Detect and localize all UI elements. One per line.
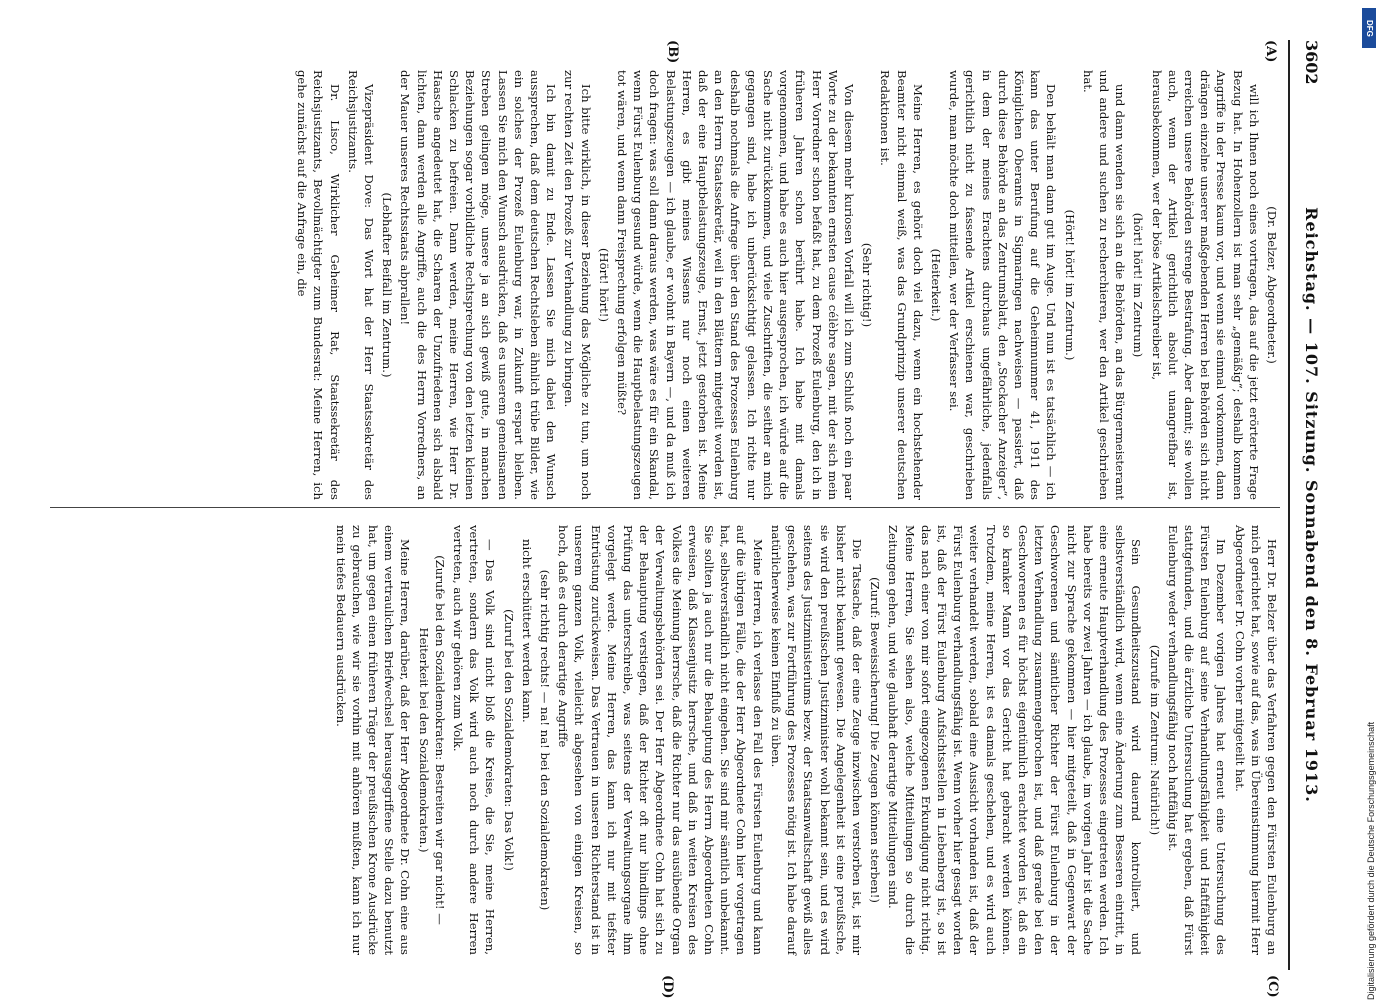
interjection: (Hört! hört! im Zentrum.) — [1062, 209, 1077, 361]
paragraph: will ich Ihnen noch eines vortragen, das auf die jetzt erörterte Frage Bezug hat. In Hohenzollern ist man sehr „gemäßig“; deshalb kommen Angriffe in der Presse kaum vor, und wenn sie einmal vorkommen, dann drängen einzelne unserer maßgebenden Herren bei Behörden sich nicht erreichen unsere Behörden strenge Bestrafung. Aber damit; sie wollen auch, wenn der Artikel gerichtlich absolut unangreifbar ist, herausbekommen, wer der böse Artikelschreiber ist, — [1149, 70, 1261, 500]
paragraph: Von diesem mehr kuriosen Vorfall will ich zum Schluß noch ein paar Worte zu der bekannten ernsten cause célèbre sagen, mit der sich mein Herr Vorredner schon befaßt hat, zu dem Prozeß Eulenburg, den ich in früheren Jahren schon berührt habe. Ich habe mit damals vorgenommen, und habe es auch hier ausgesprochen, ich würde auf die Sache nicht zurückkommen, und viele Zuschriften, die seither an mich gegangen sind, habe ich unberücksichtigt gelassen. Ich richte nur deshalb nochmals die Anfrage über den Stand des Prozesses Eulenburg an den Herrn Staatssekretär, weil in den Blättern mitgeteilt worden ist, daß der eine Hauptbelastungszeuge, Ernst, jetzt gestorben ist. Meine Herren, es gibt meines Wissens nur noch einen weiteren Belastungszeugen — ich glaube, er wohnt in Bayern —, und da muß ich doch fragen: was soll dann daraus werden, was wäre es für ein Skandal, wenn Fürst Eulenburg gesund würde, wenn die Hauptbelastungszeugen tot wären, und wenn dann Freisprechung erfolgen müßte? — [615, 70, 856, 500]
paragraph: Meine Herren, es gehört doch viel dazu, wenn ein hochstehender Beamter nicht einmal weiß, was das Grundprinzip unserer deutschen Redaktionen ist. — [878, 70, 925, 500]
margin-label-c: (C) — [1265, 975, 1280, 998]
margin-label-b: (B) — [665, 40, 680, 64]
credit-text: Digitalisierung gefördert durch die Deutsche Forschungsgemeinschaft — [1366, 721, 1376, 1000]
paragraph: Ich bin damit zu Ende. Lassen Sie mich dabei den Wunsch aussprechen, daß dem deutschen Rechtsleben ähnlich trübe Bilder, wie ein solches der Prozeß Eulenburg war, in Zukunft erspart bleiben. Lassen Sie mich den Wunsch ausdrücken, daß es unserem gemeinsamen Streben gelingen möge, unsere ja an sich gewiß gute, in manchen Beziehungen sogar vorbildliche Rechtsprechung von den letzten kleinen Schlacken zu befreien. Dann werden, meine Herren, wie Herr Dr. Haasche angedeutet hat, die Scharen der Unzufriedenen sich alsbald lichten, dann werden alle Angriffe, auch die des Herrn Vorredners, an der Mauer unseres Rechtsstaats abprallen! — [398, 70, 559, 500]
paragraph: und dann wenden sie sich an die Behörden, an das Bürgermeisteramt und andere und suchen zu recherchieren, wer den Artikel geschrieben hat. — [1080, 70, 1128, 500]
interjection: (Zurufe im Zentrum: Natürlich!) — [1147, 644, 1162, 836]
interjection: (Zurufe bei den Sozialdemokraten: Bestreiten wir gar nicht! — Heiterkeit bei den Sozialdemokraten.) — [416, 555, 447, 925]
paragraph: Dr. Lisco, Wirklicher Geheimer Rat, Staatssekretär des Reichsjustizamts, Bevollmächtigter zum Bundesrat: Meine Herren, ich gehe zunächst auf die Anfrage ein, die — [295, 70, 342, 500]
digitization-credit — [1352, 10, 1376, 1000]
margin-label-a: (A) — [1263, 40, 1278, 63]
paragraph: Meine Herren, ich verlasse den Fall des Fürsten Eulenburg und kann auf die übrigen Fälle, die der Herr Abgeordnete Cohn hier vorgetragen hat, selbstverständlich nicht eingehen. Sie sind mir sämtlich unbekannt. Sie sollten ja auch nur die Behauptung des Herrn Abgeordneten Cohn erweisen, daß Klassenjustiz herrsche, und daß in weiten Kreisen des Volkes die Meinung herrsche, daß die Richter nur das ausübende Organ der Verwaltungsbehörden sei. Der Herr Abgeordnete Cohn hat sich zu der Behauptung verstiegen, daß der Richter oft nur blindlings ohne Prüfung das unterschreibe, was seitens der Verwaltungsorgane ihm vorgelegt werde. Meine Herren, das kann ich nur mit tiefster Entrüstung zurückweisen. Das Vertrauen in unseren Richterstand ist in unserem ganzen Volk, vielleicht abgesehen von einigen Kreisen, so hoch, daß es durch derartige Angriffe — [556, 525, 765, 955]
interjection: (hört! hört! im Zentrum) — [1131, 212, 1146, 358]
interjection: (sehr richtig rechts! — na! na! bei den Sozialdemokraten) — [538, 569, 553, 911]
interjection: (Zuruf bei den Sozialdemokraten: Das Volk!) — [501, 609, 516, 871]
page-number: 3602 — [1302, 40, 1321, 85]
column-divider — [50, 507, 1280, 508]
paragraph: Meine Herren, darüber, daß der Herr Abgeordnete Dr. Cohn eine aus einem vertraulichen Briefwechsel herausgegriffene Stelle dazu benutzt hat, um gegen einen früheren Träger der preußischen Krone Ausdrücke zu gebrauchen, wie wir sie vorhin mit anhören mußten, kann ich nur mein tiefes Bedauern ausdrücken. — [333, 525, 413, 955]
interjection: (Dr. Belzer, Abgeordneter.) — [1265, 206, 1279, 364]
right-column — [330, 525, 1280, 955]
left-column — [292, 70, 1280, 500]
interjection: (Heiterkeit.) — [928, 248, 943, 322]
paragraph: Ich bitte wirklich, in dieser Beziehung das Mögliche zu tun, um noch zur rechten Zeit den Prozeß zur Verhandlung zu bringen. — [562, 70, 593, 500]
margin-label-d: (D) — [660, 975, 675, 999]
page-header — [1291, 40, 1325, 970]
header-rule — [1288, 40, 1290, 970]
interjection: (Zuruf: Beweissicherung! Die Zeugen können sterben!) — [868, 577, 883, 903]
page-title: Reichstag. — 107. Sitzung. Sonnabend den 8. Februar 1913. — [1302, 207, 1321, 803]
document-page — [40, 0, 1340, 1000]
paragraph: Den behält man dann gut im Auge. Und nun ist es tatsächlich — ich kann das unter Berufung auf die Geheimnummer 41, 1911 des Königlichen Oberamts in Sigmaringen nachweisen — passiert, daß durch diese Behörde an das Zentrumsblatt, den „Stockacher Anzeiger“, in dem der meines Erachtens durchaus ungefährliche, jedenfalls gerichtlich nicht zu fassende Artikel erschienen war, geschrieben wurde, man möchte doch mitteilen, wer der Verfasser sei. — [947, 70, 1059, 500]
paragraph: Herr Dr. Belzer über das Verfahren gegen den Fürsten Eulenburg an mich gerichtet hat, sowie auf das, was in Übereinstimmung hiermit Herr Abgeordneter Dr. Cohn vorher mitgeteilt hat. — [1232, 525, 1279, 955]
interjection: (Hört! hört!) — [596, 248, 611, 322]
paragraph: nicht erschüttert werden kann. — [519, 539, 534, 723]
interjection: (Sehr richtig!) — [860, 242, 875, 328]
interjection: (Lebhafter Beifall im Zentrum.) — [380, 192, 395, 378]
paragraph: Sein Gesundheitszustand wird dauernd kontrolliert, und selbstverständlich wird, wenn eine Änderung zum Besseren eintritt, in eine erneute Hauptverhandlung des Prozesses eingetreten werden. Ich habe bereits vor zwei Jahren — ich glaube, im vorigen Jahr ist die Sache nicht zur Sprache gekommen — hier mitgeteilt, daß in Gegenwart der Geschworenen und sämtlicher Richter der Fürst Eulenburg in der letzten Verhandlung zusammengebrochen ist, und daß gerade bei den Geschworenen es für höchst eigentümlich erachtet worden ist, daß ein so kranker Mann vor das Gericht hat gebracht werden können. Trotzdem, meine Herren, ist es damals geschehen, und es wird auch weiter verhandelt werden, sobald eine Aussicht vorhanden ist, daß der Fürst Eulenburg verhandlungsfähig ist. Wenn vorher hier gesagt worden ist, daß der Fürst Eulenburg Aufsichtsstellen in Liebenberg ist, so ist das nach einer von mir sofort eingezogenen Erkundigung nicht richtig. Meine Herren, Sie sehen also, welche Mitteilungen so durch die Zeitungen gehen, und wie glaubhaft derartige Mitteilungen sind. — [886, 525, 1144, 955]
paragraph: — Das Volk sind nicht bloß die Kreise, die Sie, meine Herren, vertreten, sondern das Volk wird auch noch durch andere Herren vertreten, auch wir gehören zum Volk. — [451, 525, 498, 955]
paragraph: Die Tatsache, daß der eine Zeuge inzwischen verstorben ist, ist mir bisher nicht bekannt gewesen. Die Angelegenheit ist eine preußische, sie wird den preußischen Justizminister wohl bekannt sein, und es wird seitens des Justizministeriums bezw. der Staatsanwaltschaft gewiß alles geschehen, was zur Fortführung des Prozesses nötig ist. Ich habe darauf natürlicherweise keinen Einfluß zu üben. — [768, 525, 864, 955]
paragraph: Im Dezember vorigen Jahres hat erneut eine Untersuchung des Fürsten Eulenburg auf seine Verhandlungsfähigkeit und Haftfähigkeit stattgefunden, und die ärztliche Untersuchung hat ergeben, daß Fürst Eulenburg weder verhandlungsfähig noch haftfähig ist. — [1165, 525, 1229, 955]
dfg-logo: DFG — [1362, 8, 1376, 48]
paragraph: Vizepräsident Dove: Das Wort hat der Herr Staatssekretär des Reichsjustizamts. — [345, 70, 377, 500]
